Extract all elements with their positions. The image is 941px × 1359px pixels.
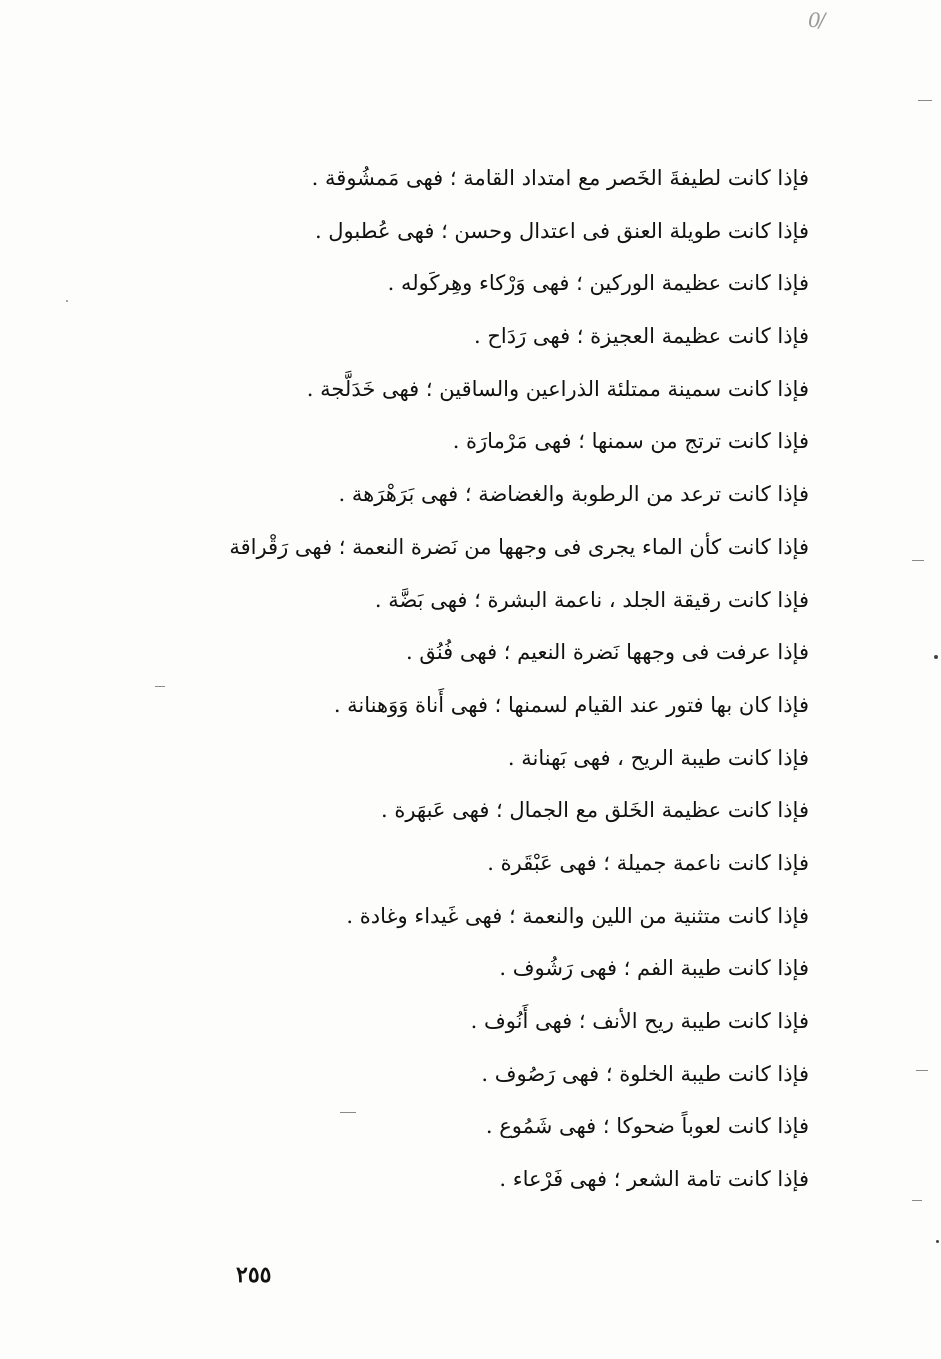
text-line: فإذا كانت طويلة العنق فى اعتدال وحسن ؛ فهى عُطبول . [314,218,809,243]
text-line: فإذا كانت تامة الشعر ؛ فهى فَرْعاء . [499,1167,809,1192]
scan-dash [916,1070,928,1071]
corner-handwritten-mark: 0/ [808,8,824,32]
text-lines [169,152,809,1206]
scan-dash [912,1200,922,1201]
text-line: فإذا كانت لعوباً ضحوكا ؛ فهى شَمُوع . [485,1114,809,1139]
text-line: فإذا كانت متثنية من اللين والنعمة ؛ فهى غَيداء وغادة . [346,903,809,928]
scan-speck [934,655,938,659]
text-line: فإذا كانت عظيمة الوركين ؛ فهى وَرْكاء وهِركَوله . [387,271,809,296]
text-line: فإذا كانت طيبة الريح ، فهى بَهنانة . [507,745,809,770]
scan-dash [155,686,165,687]
scan-dash [918,100,932,101]
text-line: فإذا كانت طيبة الخلوة ؛ فهى رَصُوف . [481,1061,809,1086]
text-line: فإذا كانت سمينة ممتلئة الذراعين والساقين ؛ فهى خَدَلَّجة . [306,376,809,401]
text-line: فإذا عرفت فى وجهها نَضرة النعيم ؛ فهى فُنُق . [405,640,809,665]
scan-speck [936,1240,939,1243]
text-line: فإذا كانت طيبة ريح الأنف ؛ فهى أَنُوف . [470,1009,809,1033]
page-number: ٢٥٥ [236,1262,272,1288]
scan-speck [66,300,68,302]
text-line: فإذا كانت رقيقة الجلد ، ناعمة البشرة ؛ فهى بَضَّة . [374,587,809,612]
text-line: فإذا كانت عظيمة الخَلق مع الجمال ؛ فهى عَبهَرة . [380,798,809,823]
text-line: فإذا كانت ترتج من سمنها ؛ فهى مَرْمارَة . [452,429,809,454]
scan-dash [912,560,924,561]
text-line: فإذا كانت ترعد من الرطوبة والغضاضة ؛ فهى بَرَهْرَهة . [338,482,809,507]
scan-dash [340,1112,356,1113]
text-line: فإذا كان بها فتور عند القيام لسمنها ؛ فهى أَناة وَوَهنانة . [333,692,809,717]
text-line: فإذا كانت كأن الماء يجرى فى وجهها من نَضرة النعمة ؛ فهى رَقْراقة [229,534,809,559]
text-line: فإذا كانت ناعمة جميلة ؛ فهى عَبْقَرة . [487,850,809,875]
text-line: فإذا كانت عظيمة العجيزة ؛ فهى رَدَاح . [473,324,809,349]
text-line: فإذا كانت لطيفةَ الخَصر مع امتداد القامة ؛ فهى مَمشُوقة . [311,166,809,190]
text-line: فإذا كانت طيبة الفم ؛ فهى رَشُوف . [499,956,809,981]
